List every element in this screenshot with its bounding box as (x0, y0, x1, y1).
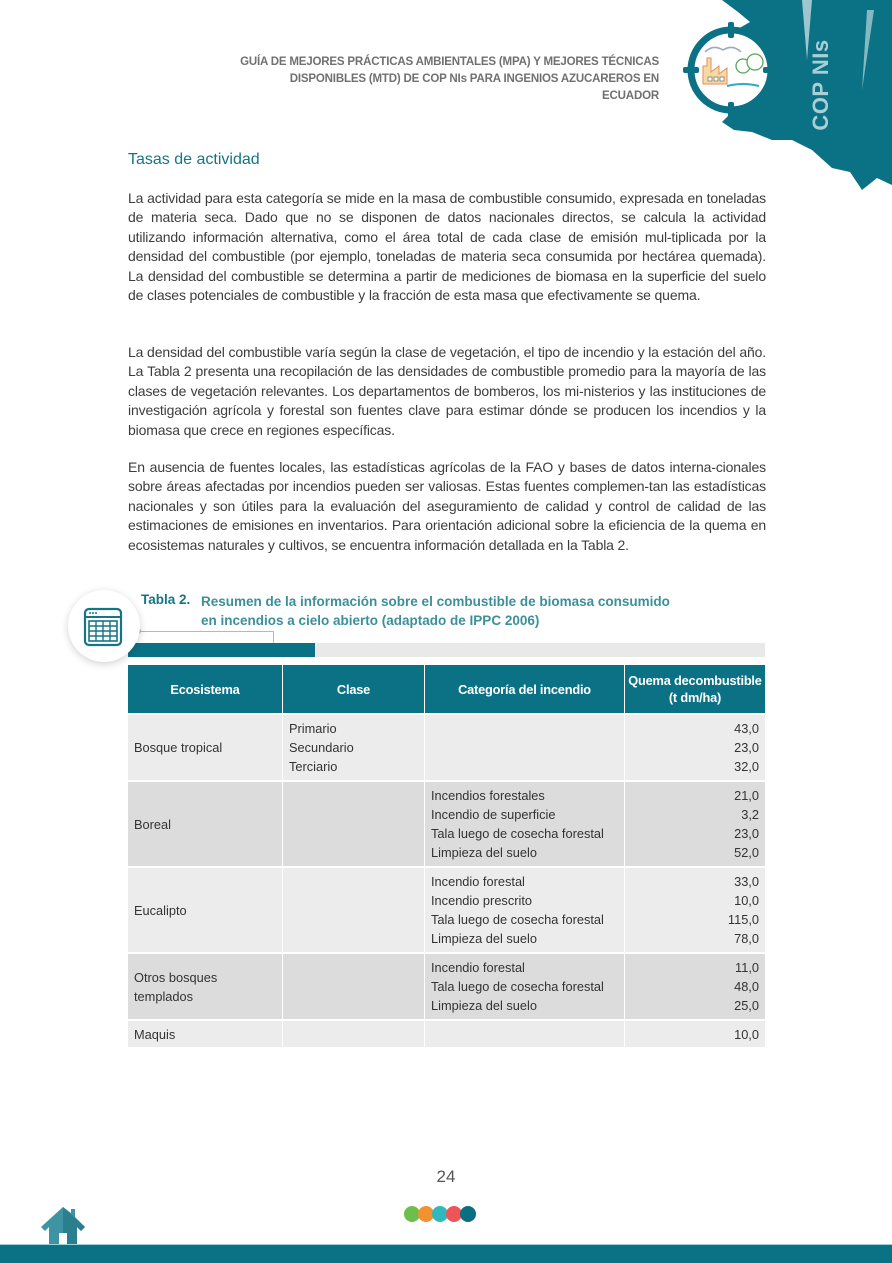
cell-clase (283, 1020, 425, 1047)
cell-quema-line: 78,0 (734, 931, 759, 946)
cell-quema-line: 48,0 (734, 979, 759, 994)
cell-quema-line: 25,0 (734, 998, 759, 1013)
cop-nis-logo (683, 22, 779, 118)
page-number: 24 (436, 1167, 456, 1186)
cell-categoria-line: Incendio forestal (431, 874, 525, 889)
cell-categoria-line: Tala luego de cosecha forestal (431, 979, 604, 994)
cell-ecosistema: Eucalipto (128, 867, 283, 953)
section-title: Tasas de actividad (128, 151, 260, 168)
table-row (128, 781, 765, 867)
cell-categoria (425, 953, 625, 1020)
color-dot (460, 1206, 476, 1222)
table-row (128, 1020, 765, 1047)
table-row (128, 714, 765, 781)
cell-ecosistema: Maquis (128, 1020, 283, 1047)
header-title-line-1: GUÍA DE MEJORES PRÁCTICAS AMBIENTALES (MPA) Y MEJORES TÉCNICAS (240, 54, 659, 68)
cop-nis-badge-text: COP NIs (808, 39, 833, 131)
footer-bar (0, 1244, 892, 1263)
cell-categoria-line: Tala luego de cosecha forestal (431, 826, 604, 841)
table-caption (201, 592, 741, 630)
cell-quema-line: 32,0 (734, 759, 759, 774)
header-clase: Clase (283, 665, 425, 714)
cell-quema-line: 10,0 (734, 893, 759, 908)
cell-categoria (425, 1020, 625, 1047)
cell-clase (283, 714, 425, 781)
color-dots-decoration (404, 1206, 474, 1222)
cell-quema (625, 1020, 766, 1047)
cell-quema-line: 33,0 (734, 874, 759, 889)
header-quema (625, 665, 766, 714)
cell-quema-line: 3,2 (741, 807, 759, 822)
cell-ecosistema: Bosque tropical (128, 714, 283, 781)
cell-clase (283, 781, 425, 867)
cell-categoria-line: Tala luego de cosecha forestal (431, 912, 604, 927)
header-ecosistema: Ecosistema (128, 665, 283, 714)
document-header-title (232, 53, 659, 104)
header-categoria: Categoría del incendio (425, 665, 625, 714)
table-row (128, 953, 765, 1020)
cell-categoria (425, 714, 625, 781)
cell-categoria-line: Incendio prescrito (431, 893, 533, 908)
cell-quema (625, 781, 766, 867)
paragraph-2: La densidad del combustible varía según la clase de vegetación, el tipo de incendio y la estación del año. La Tabla 2 presenta una recopilación de las densidades de combustible promedio para la mayoría de las clases de vegetación relevantes. Los departamentos de bomberos, los mi-nisterios y las instituciones de investigación agrícola y forestal son fuentes clave para estimar dónde se producen los incendios y la biomasa que crece en regiones específicas. (128, 344, 766, 438)
table-row (128, 867, 765, 953)
cell-quema-line: 11,0 (735, 960, 759, 975)
cell-clase-line: Primario (289, 721, 337, 736)
header-title-line-2: DISPONIBLES (MTD) DE COP NIs PARA INGENIOS AZUCAREROS EN ECUADOR (289, 71, 659, 102)
cell-quema (625, 714, 766, 781)
cell-quema (625, 867, 766, 953)
table-caption-line-1: Resumen de la información sobre el combustible de biomasa consumido (201, 594, 670, 609)
cell-ecosistema: Otros bosques templados (128, 953, 283, 1020)
cell-categoria-line: Limpieza del suelo (431, 931, 537, 946)
cell-categoria-line: Incendios forestales (431, 788, 545, 803)
cell-categoria-line: Incendio forestal (431, 960, 525, 975)
cell-quema-line: 23,0 (734, 740, 759, 755)
cell-categoria-line: Limpieza del suelo (431, 998, 537, 1013)
cell-quema-line: 23,0 (734, 826, 759, 841)
cell-quema-line: 52,0 (734, 845, 759, 860)
cell-clase (283, 867, 425, 953)
cell-ecosistema: Boreal (128, 781, 283, 867)
home-icon[interactable] (39, 1205, 87, 1245)
cell-quema-line: 43,0 (734, 721, 759, 736)
cell-clase-line: Secundario (289, 740, 354, 755)
table-caption-label: Tabla 2. (141, 592, 191, 607)
cell-quema-line: 21,0 (734, 788, 759, 803)
paragraph-1: La actividad para esta categoría se mide en la masa de combustible consumido, expresada en toneladas de materia seca. Dado que no se disponen de datos nacionales directos, se calcula la actividad utilizando información alternativa, como el área total de cada clase de emisión mul-tiplicada por la densidad del combustible (por ejemplo, toneladas de materia seca consumida por hectárea quemada). La densidad del combustible se determina a partir de mediciones de biomasa en la superficie del suelo de clases potenciales de combustible y la fracción de esta masa que efectivamente se quema. (128, 190, 766, 304)
cell-quema-line: 115,0 (727, 912, 759, 927)
paragraph-3: En ausencia de fuentes locales, las estadísticas agrícolas de la FAO y bases de datos interna-cionales sobre áreas afectadas por incendios pueden ser valiosas. Estas fuentes complemen-tan las estadísticas nacionales y son útiles para la evaluación del aseguramiento de calidad y control de calidad de las estimaciones de emisiones en inventarios. Para orientación adicional sobre la eficiencia de la quema en ecosistemas naturales y cultivos, se encuentra información detallada en la Tabla 2. (128, 459, 766, 553)
cell-categoria (425, 867, 625, 953)
table-caption-line-2: en incendios a cielo abierto (adaptado de IPPC 2006) (201, 613, 540, 628)
header-quema-unit: (t dm/ha) (668, 690, 722, 705)
cell-clase (283, 953, 425, 1020)
cell-clase-line: Terciario (289, 759, 338, 774)
table-header-bar-fill (128, 643, 315, 657)
cell-categoria (425, 781, 625, 867)
biomass-fuel-table (128, 665, 765, 1047)
cell-quema (625, 953, 766, 1020)
cop-nis-badge (806, 39, 836, 131)
header-quema-line-1: Quema decombustible (628, 673, 762, 688)
cell-categoria-line: Limpieza del suelo (431, 845, 537, 860)
cell-categoria-line: Incendio de superficie (431, 807, 556, 822)
table-grid-icon (83, 607, 123, 647)
table-header-row (128, 665, 765, 714)
cell-quema-line: 10,0 (734, 1026, 759, 1042)
